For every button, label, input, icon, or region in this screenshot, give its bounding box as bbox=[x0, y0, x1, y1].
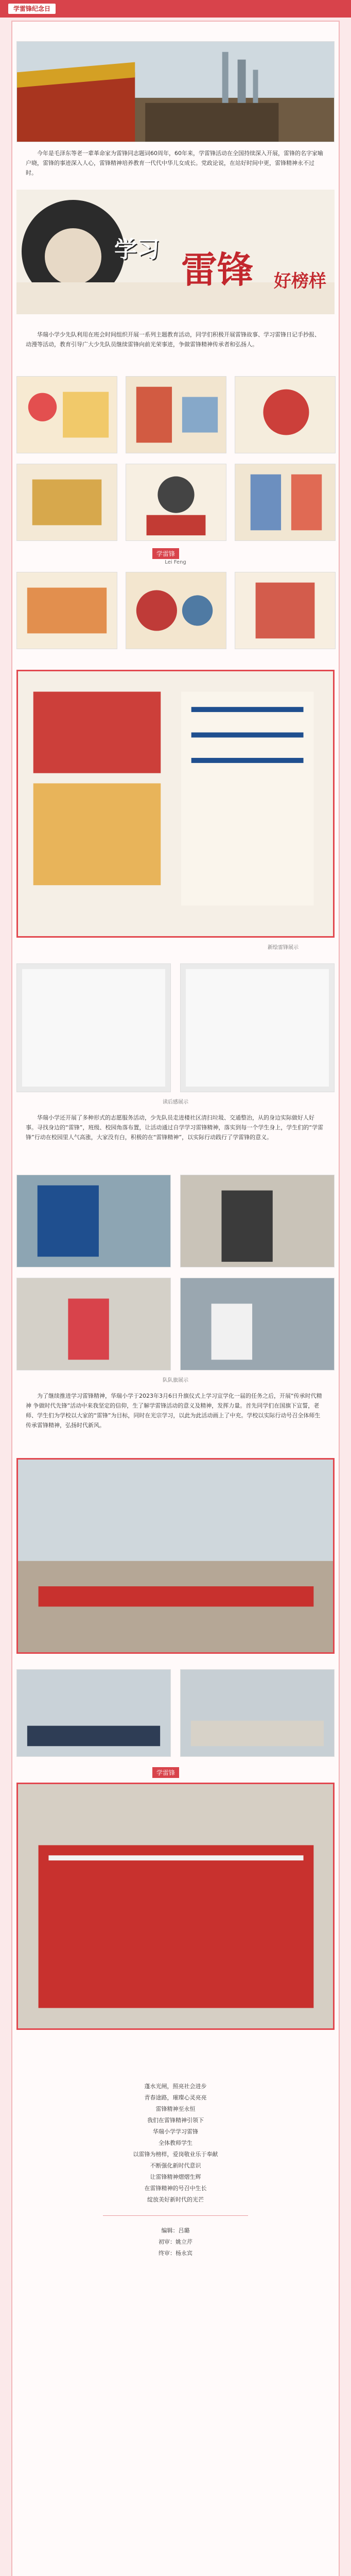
poster-4 bbox=[16, 464, 117, 541]
poster-7 bbox=[16, 572, 117, 649]
poem-line: 全体教师学生 bbox=[159, 2140, 192, 2146]
proof-credit: 初审：姚立芹 bbox=[159, 2239, 192, 2245]
reading-note-2 bbox=[180, 963, 335, 1092]
banner-line-1: 学习 bbox=[114, 236, 160, 263]
poster-1 bbox=[16, 376, 117, 453]
poem-line: 青春途路，璀璨心灵亮亮 bbox=[144, 2094, 207, 2101]
activity-photo-4 bbox=[180, 1278, 335, 1370]
header-bar bbox=[0, 0, 351, 18]
poster-2 bbox=[126, 376, 226, 453]
section-tag-1: 学雷锋 bbox=[152, 548, 179, 559]
person-caption: Lei Feng bbox=[165, 560, 186, 565]
reading-note-1 bbox=[16, 963, 171, 1092]
poster-3 bbox=[235, 376, 336, 453]
banner-line-3: 好榜样 bbox=[274, 271, 326, 292]
divider bbox=[103, 2215, 248, 2216]
ceremony-photo bbox=[16, 1458, 335, 1654]
activity-photo-2 bbox=[180, 1175, 335, 1267]
featured-poster bbox=[16, 670, 335, 938]
poster-6 bbox=[235, 464, 336, 541]
caption-2: 新绘雷锋展示 bbox=[268, 945, 299, 951]
activity-photo-1 bbox=[16, 1175, 171, 1267]
review-credit: 终审：杨永宾 bbox=[159, 2250, 192, 2257]
poem-line: 以雷锋为榜样，爱岗敬业乐于奉献 bbox=[133, 2151, 218, 2158]
poem-line: 在雷锋精神的号召中生长 bbox=[144, 2185, 207, 2192]
section-tag-2: 学雷锋 bbox=[152, 1767, 179, 1778]
poster-5 bbox=[126, 464, 226, 541]
ceremony-photo-3 bbox=[180, 1669, 335, 1757]
paragraph-2: 华瑞小学少先队利用在班会时间组织开展一系列主题教育活动，同学们积极开展雷锋故事、学习雷锋日记手抄报、动漫等活动，教育引导广大少先队员继续雷锋向前光荣事迹，争做雷锋精神传承者和弘扬人。 bbox=[26, 331, 320, 348]
banner-line-2: 雷锋 bbox=[181, 248, 253, 291]
poem-line: 不断强化新时代意识 bbox=[150, 2162, 201, 2169]
poem-line: 雷锋精神至永恒 bbox=[155, 2106, 196, 2112]
editor-credit: 编辑：吕璐 bbox=[161, 2227, 190, 2234]
lei-feng-banner bbox=[16, 190, 335, 314]
poem-line: 蓬水光闸，照亮社会进步 bbox=[144, 2083, 207, 2090]
poster-9 bbox=[235, 572, 336, 649]
top-photo bbox=[16, 41, 335, 142]
page-title: 学雷锋纪念日 bbox=[8, 4, 56, 14]
paragraph-3: 华瑞小学还开展了多种形式的志愿服务活动，少先队员走进楼社区清扫垃圾、交通整治，从的身边实际做好人好事。寻找身边的“雷锋”，班级、校园角落布置，让活动通过自学学习雷锋精神，落实到每一个学生身上，学生们的“学雷锋”行动在校园里人气高涨，大家没有白，积极的在“雷锋精神”，以实际行动践行了学雷锋的意义。 bbox=[26, 1114, 324, 1141]
poem-line: 绽放美好新时代的光芒 bbox=[147, 2196, 204, 2203]
table-activity-photo bbox=[16, 1783, 335, 2030]
poem-line: 我们在雷锋精神引领下 bbox=[147, 2117, 204, 2124]
activity-photo-3 bbox=[16, 1278, 171, 1370]
poem-line: 华瑞小学学习雷锋 bbox=[153, 2128, 198, 2135]
caption-4: 队队旅展示 bbox=[163, 1378, 188, 1383]
intro-paragraph: 今年是毛泽东等老一辈革命家为雷锋同志题词60周年，60年来，学雷锋活动在全国持续深入开展，雷锋的名字家喻户晓，雷锋的事迹深入人心，雷锋精神培养教育一代代中华儿女成长。党政论说，在站好时间中更，雷锋精神永不过时。 bbox=[26, 150, 323, 176]
ceremony-photo-2 bbox=[16, 1669, 171, 1757]
paragraph-4: 为了继续推进学习雷锋精神，华瑞小学于2023年3月6日升旗仪式上学习宣学化一届的任务之后，开展“传承时代精神 争做时代先锋”活动中来我坚定的信仰，生了解学雷锋活动的意义及精神，发挥力量。首先同学们在国旗下宣誓，老师、学生们为学校以大家的“雷锋”为目标，同时在光宗学习，以此为此活动画上了中充。学校以实际行动号召全体师生传承雷锋精神，弘扬时代新风。 bbox=[26, 1393, 322, 1429]
poem-line: 让雷锋精神熠熠生辉 bbox=[150, 2174, 201, 2180]
poster-8 bbox=[126, 572, 226, 649]
caption-3: 读后感展示 bbox=[163, 1099, 188, 1105]
